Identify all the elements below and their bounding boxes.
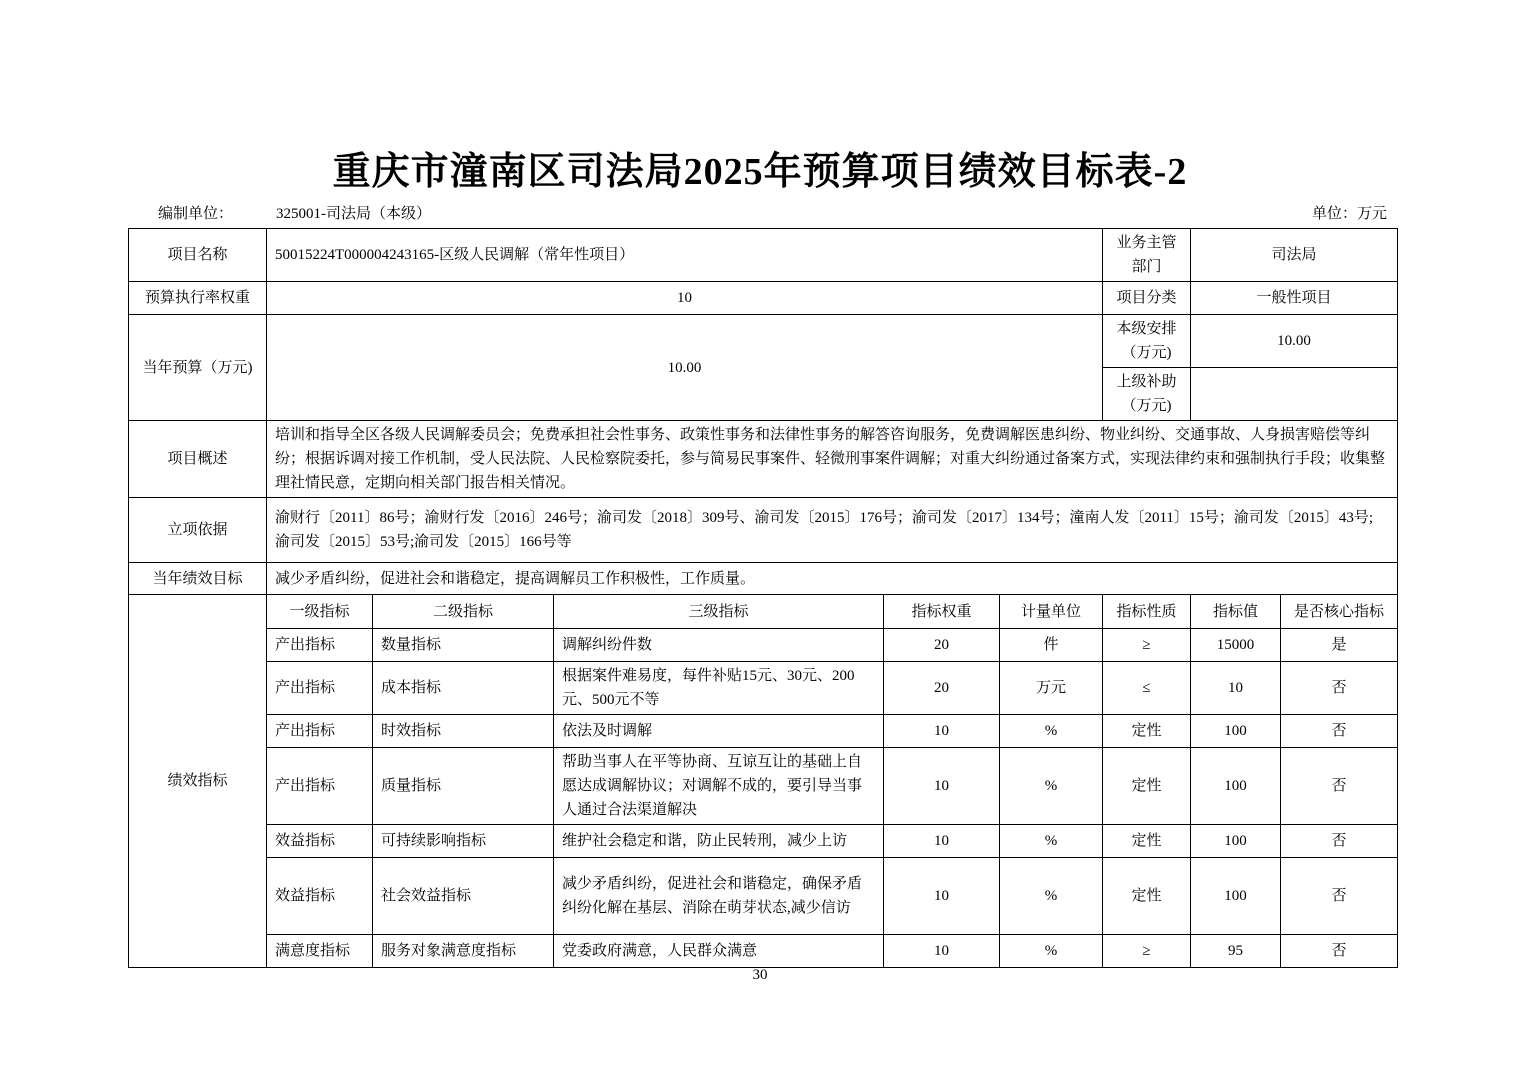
compiling-unit-label: 编制单位： <box>158 206 234 222</box>
compiling-unit-value: 325001-司法局（本级） <box>276 206 431 222</box>
row-core: 否 <box>1281 858 1398 935</box>
header-nature: 指标性质 <box>1103 595 1191 629</box>
money-unit: 单位：万元 <box>1311 206 1387 222</box>
row-value: 100 <box>1191 825 1281 858</box>
indicator-row <box>129 715 1398 748</box>
weight-label: 预算执行率权重 <box>129 282 267 315</box>
row-level3: 依法及时调解 <box>554 715 884 748</box>
row-level1: 产出指标 <box>267 748 373 825</box>
row-value: 10 <box>1191 662 1281 715</box>
row-level2: 服务对象满意度指标 <box>373 935 554 968</box>
indicators-section-label: 绩效指标 <box>129 595 267 968</box>
overview-row <box>129 421 1398 498</box>
indicator-row <box>129 858 1398 935</box>
row-value: 100 <box>1191 748 1281 825</box>
row-nature: 定性 <box>1103 825 1191 858</box>
row-level3: 帮助当事人在平等协商、互谅互让的基础上自愿达成调解协议；对调解不成的，要引导当事人通过合法渠道解决 <box>554 748 884 825</box>
performance-table <box>128 228 1398 968</box>
header-level3: 三级指标 <box>554 595 884 629</box>
row-nature: 定性 <box>1103 748 1191 825</box>
row-level1: 产出指标 <box>267 715 373 748</box>
category-value: 一般性项目 <box>1191 282 1398 315</box>
row-weight: 10 <box>884 748 1000 825</box>
budget-label: 当年预算（万元) <box>129 315 267 421</box>
row-level1: 产出指标 <box>267 629 373 662</box>
dept-value: 司法局 <box>1191 229 1398 282</box>
row-weight: 10 <box>884 715 1000 748</box>
row-value: 15000 <box>1191 629 1281 662</box>
row-value: 100 <box>1191 715 1281 748</box>
row-value: 100 <box>1191 858 1281 935</box>
page-title: 重庆市潼南区司法局2025年预算项目绩效目标表-2 <box>332 151 1188 193</box>
goal-value: 减少矛盾纠纷，促进社会和谐稳定，提高调解员工作积极性，工作质量。 <box>267 563 1398 595</box>
row-unit: % <box>1000 715 1103 748</box>
project-name-label: 项目名称 <box>129 229 267 282</box>
row-nature: 定性 <box>1103 715 1191 748</box>
indicator-row <box>129 662 1398 715</box>
row-core: 否 <box>1281 825 1398 858</box>
row-unit: % <box>1000 935 1103 968</box>
row-unit: % <box>1000 858 1103 935</box>
row-level3: 根据案件难易度，每件补贴15元、30元、200元、500元不等 <box>554 662 884 715</box>
row-weight: 10 <box>884 825 1000 858</box>
goal-label: 当年绩效目标 <box>129 563 267 595</box>
row-nature: 定性 <box>1103 858 1191 935</box>
row-level2: 质量指标 <box>373 748 554 825</box>
project-name-value: 50015224T000004243165-区级人民调解（常年性项目） <box>267 229 1103 282</box>
indicator-row <box>129 748 1398 825</box>
indicator-row <box>129 935 1398 968</box>
row-level2: 社会效益指标 <box>373 858 554 935</box>
indicator-header-row <box>129 595 1398 629</box>
header-unit: 计量单位 <box>1000 595 1103 629</box>
row-level3: 调解纠纷件数 <box>554 629 884 662</box>
budget-row <box>129 315 1398 368</box>
row-nature: ≤ <box>1103 662 1191 715</box>
header-core: 是否核心指标 <box>1281 595 1398 629</box>
indicator-row <box>129 629 1398 662</box>
row-core: 否 <box>1281 715 1398 748</box>
row-nature: ≥ <box>1103 629 1191 662</box>
row-value: 95 <box>1191 935 1281 968</box>
row-core: 是 <box>1281 629 1398 662</box>
row-unit: % <box>1000 748 1103 825</box>
weight-row <box>129 282 1398 315</box>
category-label: 项目分类 <box>1103 282 1191 315</box>
row-level2: 数量指标 <box>373 629 554 662</box>
row-core: 否 <box>1281 935 1398 968</box>
row-level1: 产出指标 <box>267 662 373 715</box>
row-level3: 维护社会稳定和谐，防止民转刑，减少上访 <box>554 825 884 858</box>
row-weight: 20 <box>884 629 1000 662</box>
local-budget-value: 10.00 <box>1191 315 1398 368</box>
row-weight: 10 <box>884 858 1000 935</box>
local-budget-label: 本级安排（万元) <box>1103 315 1191 368</box>
row-level1: 满意度指标 <box>267 935 373 968</box>
header-level1: 一级指标 <box>267 595 373 629</box>
row-weight: 10 <box>884 935 1000 968</box>
dept-label: 业务主管部门 <box>1103 229 1191 282</box>
basis-value: 渝财行〔2011〕86号；渝财行发〔2016〕246号；渝司发〔2018〕309号、渝司发〔2015〕176号；渝司发〔2017〕134号；潼南人发〔2011〕15号；渝司发〔2015〕43号; 渝司发〔2015〕53号;渝司发〔2015〕166号等 <box>267 498 1398 563</box>
header-level2: 二级指标 <box>373 595 554 629</box>
upper-budget-label: 上级补助（万元) <box>1103 368 1191 421</box>
row-level1: 效益指标 <box>267 825 373 858</box>
overview-label: 项目概述 <box>129 421 267 498</box>
indicator-row <box>129 825 1398 858</box>
upper-budget-value <box>1191 368 1398 421</box>
row-level3: 党委政府满意，人民群众满意 <box>554 935 884 968</box>
basis-label: 立项依据 <box>129 498 267 563</box>
row-unit: 万元 <box>1000 662 1103 715</box>
project-name-row <box>129 229 1398 282</box>
header-value: 指标值 <box>1191 595 1281 629</box>
row-level1: 效益指标 <box>267 858 373 935</box>
header-weight: 指标权重 <box>884 595 1000 629</box>
row-nature: ≥ <box>1103 935 1191 968</box>
basis-row <box>129 498 1398 563</box>
page-number: 30 <box>752 967 768 983</box>
row-unit: 件 <box>1000 629 1103 662</box>
row-weight: 20 <box>884 662 1000 715</box>
row-level2: 成本指标 <box>373 662 554 715</box>
row-unit: % <box>1000 825 1103 858</box>
row-level3: 减少矛盾纠纷，促进社会和谐稳定，确保矛盾纠纷化解在基层、消除在萌芽状态,减少信访 <box>554 858 884 935</box>
weight-value: 10 <box>267 282 1103 315</box>
row-core: 否 <box>1281 662 1398 715</box>
row-core: 否 <box>1281 748 1398 825</box>
goal-row <box>129 563 1398 595</box>
budget-value: 10.00 <box>267 315 1103 421</box>
row-level2: 时效指标 <box>373 715 554 748</box>
row-level2: 可持续影响指标 <box>373 825 554 858</box>
overview-value: 培训和指导全区各级人民调解委员会；免费承担社会性事务、政策性事务和法律性事务的解答咨询服务，免费调解医患纠纷、物业纠纷、交通事故、人身损害赔偿等纠纷；根据诉调对接工作机制，受人民法院、人民检察院委托，参与简易民事案件、轻微刑事案件调解；对重大纠纷通过备案方式，实现法律约束和强制执行手段；收集整理社情民意，定期向相关部门报告相关情况。 <box>267 421 1398 498</box>
